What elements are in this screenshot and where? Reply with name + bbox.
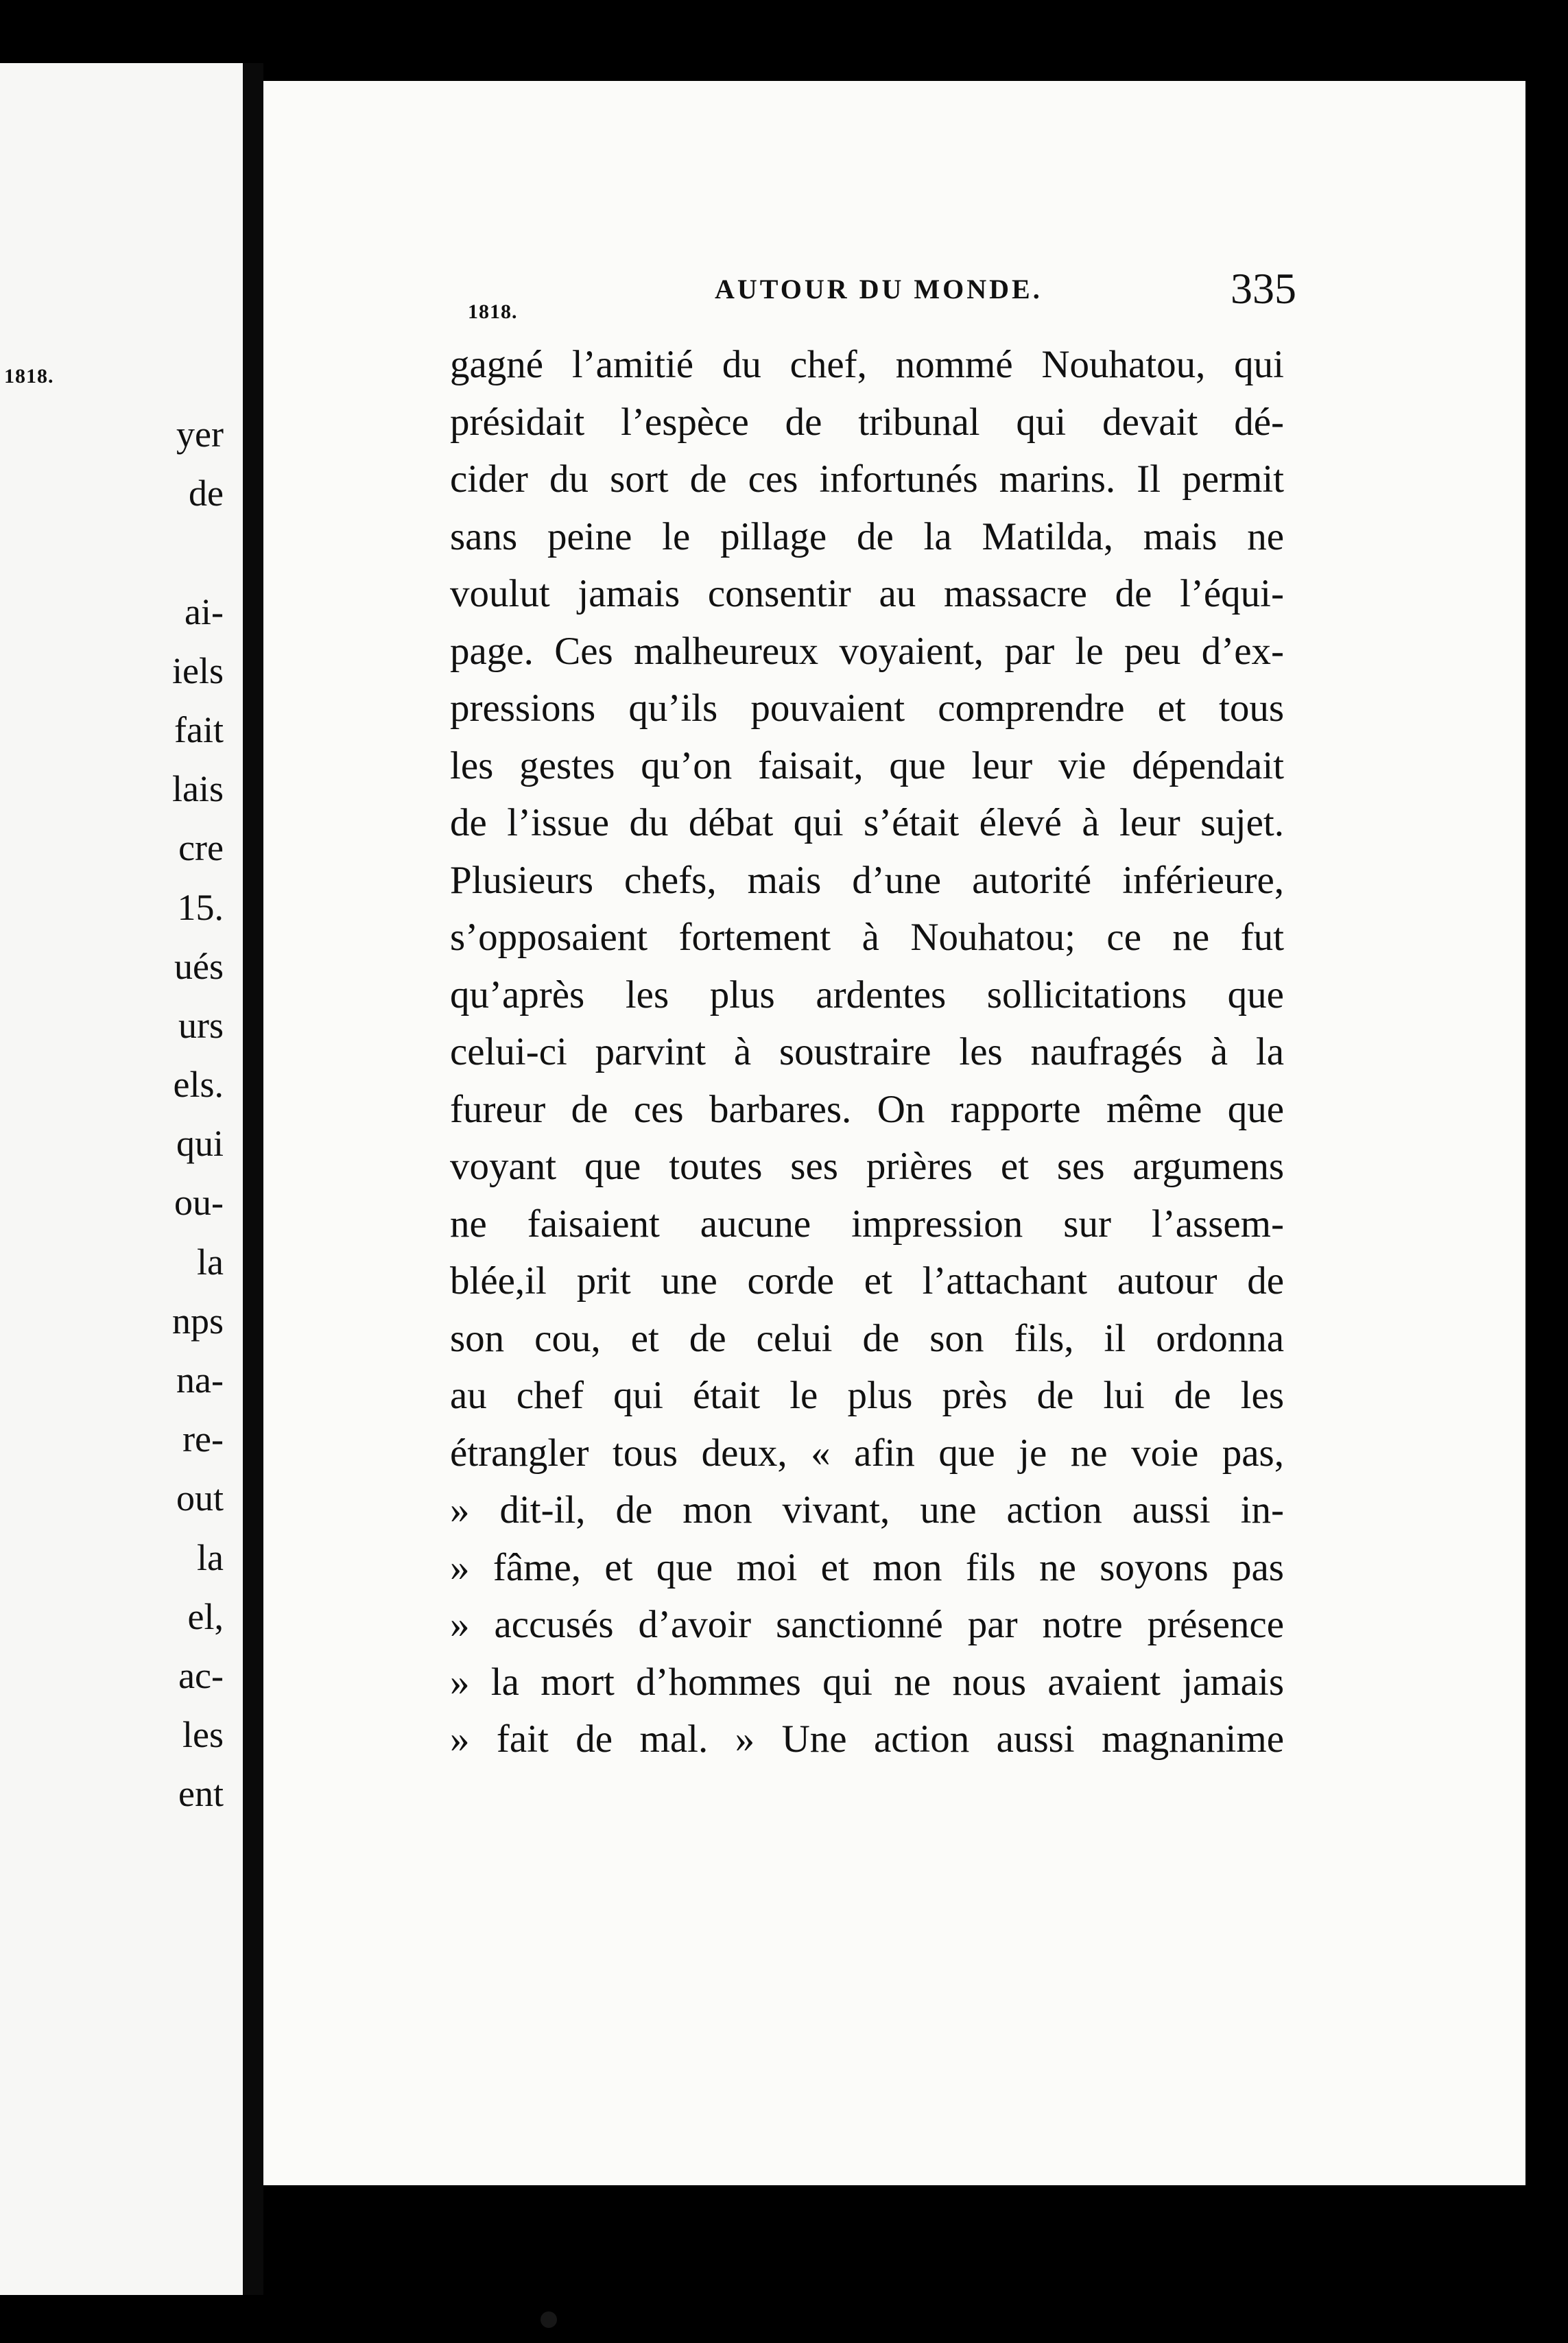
facing-page-fragment: lais: [172, 768, 224, 810]
scan-speck: [541, 2311, 557, 2328]
text-line: au chef qui était le plus près de lui de les: [450, 1374, 1284, 1417]
facing-page-fragment: el,: [187, 1595, 224, 1637]
facing-page-fragment: les: [182, 1714, 224, 1756]
facing-page-fragment: iels: [172, 650, 224, 691]
facing-page-fragment: yer: [176, 414, 224, 455]
facing-page-fragment: la: [197, 1536, 224, 1578]
text-line: page. Ces malheureux voyaient, par le peu d’ex-: [450, 629, 1284, 673]
text-line: présidait l’espèce de tribunal qui devait dé-: [450, 400, 1284, 444]
facing-page-fragment: de: [189, 473, 224, 514]
facing-page-fragment: nps: [171, 1300, 224, 1342]
facing-page-fragment: na-: [176, 1359, 224, 1401]
text-line: celui-ci parvint à soustraire les naufragés à la: [450, 1030, 1284, 1073]
facing-page-fragment: cre: [178, 827, 224, 869]
text-line: voyant que toutes ses prières et ses argumens: [450, 1145, 1284, 1188]
text-line: » fait de mal. » Une action aussi magnanime: [450, 1717, 1284, 1761]
text-line: » la mort d’hommes qui ne nous avaient jamais: [450, 1660, 1284, 1704]
facing-page-fragment: 15.: [177, 886, 224, 928]
facing-page-line-endings: [172, 405, 224, 1824]
text-line: fureur de ces barbares. On rapporte même que: [450, 1087, 1284, 1131]
text-line: pressions qu’ils pouvaient comprendre et tous: [450, 687, 1284, 730]
text-line: gagné l’amitié du chef, nommé Nouhatou, qui: [450, 343, 1284, 386]
book-gutter: [243, 63, 263, 2295]
facing-page-year: 1818.: [4, 365, 54, 388]
running-title: AUTOUR DU MONDE.: [715, 274, 1043, 305]
body-text: [450, 336, 1284, 1768]
text-line: » fâme, et que moi et mon fils ne soyons pas: [450, 1545, 1284, 1589]
text-line: s’opposaient fortement à Nouhatou; ce ne fut: [450, 916, 1284, 959]
text-line: de l’issue du débat qui s’était élevé à leur sujet.: [450, 801, 1284, 844]
facing-page-edge: [0, 63, 243, 2295]
facing-page-fragment: fait: [174, 709, 224, 750]
facing-page-fragment: urs: [178, 1004, 224, 1046]
text-line: voulut jamais consentir au massacre de l’équi-: [450, 572, 1284, 615]
facing-page-fragment: ués: [174, 945, 224, 987]
text-line: les gestes qu’on faisait, que leur vie dépendait: [450, 744, 1284, 787]
text-line: Plusieurs chefs, mais d’une autorité inférieure,: [450, 858, 1284, 902]
text-line: blée,il prit une corde et l’attachant autour de: [450, 1259, 1284, 1303]
facing-page-fragment: la: [197, 1241, 224, 1283]
text-line: étrangler tous deux, « afin que je ne voie pas,: [450, 1431, 1284, 1475]
text-line: son cou, et de celui de son fils, il ordonna: [450, 1316, 1284, 1360]
text-line: » accusés d’avoir sanctionné par notre présence: [450, 1603, 1284, 1646]
book-page: [263, 81, 1525, 2185]
facing-page-fragment: els.: [173, 1064, 224, 1106]
facing-page-fragment: out: [176, 1477, 224, 1519]
running-head: [263, 263, 1525, 318]
text-line: ne faisaient aucune impression sur l’assem-: [450, 1202, 1284, 1246]
facing-page-fragment: ent: [178, 1773, 224, 1815]
text-line: cider du sort de ces infortunés marins. Il permit: [450, 457, 1284, 501]
year-marker: 1818.: [468, 300, 518, 323]
facing-page-fragment: re-: [182, 1418, 224, 1460]
page-number: 335: [1231, 264, 1296, 313]
text-line: qu’après les plus ardentes sollicitations que: [450, 973, 1284, 1016]
facing-page-fragment: ai-: [185, 591, 224, 632]
text-line: sans peine le pillage de la Matilda, mais ne: [450, 514, 1284, 558]
facing-page-fragment: [172, 523, 224, 582]
text-line: » dit-il, de mon vivant, une action aussi in-: [450, 1488, 1284, 1532]
facing-page-fragment: ac-: [178, 1654, 224, 1696]
facing-page-fragment: qui: [176, 1123, 224, 1165]
facing-page-fragment: ou-: [174, 1182, 224, 1224]
